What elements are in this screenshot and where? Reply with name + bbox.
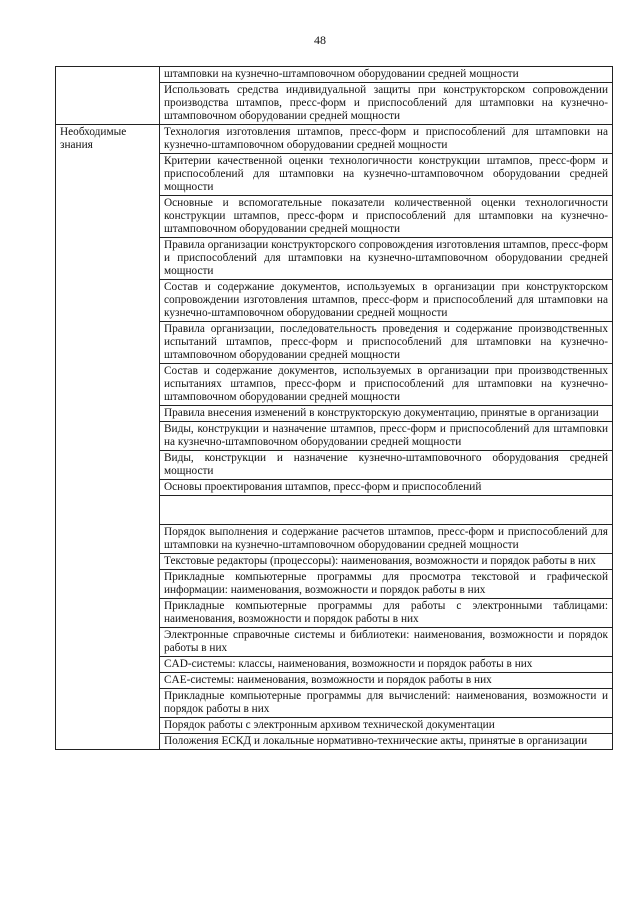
table-cell: Технология изготовления штампов, пресс-форм и приспособлений для штамповки на кузнечно-штамповочном оборудовании средней мощности (160, 125, 613, 154)
table-cell: Основы проектирования штампов, пресс-форм и приспособлений (160, 480, 613, 496)
table-cell: Порядок работы с электронным архивом технической документации (160, 718, 613, 734)
table-cell: Прикладные компьютерные программы для вычислений: наименования, возможности и порядок работы в них (160, 689, 613, 718)
table-cell: Прикладные компьютерные программы для просмотра текстовой и графической информации: наименования, возможности и порядок работы в них (160, 570, 613, 599)
table-row (56, 67, 613, 83)
table-cell: Текстовые редакторы (процессоры): наименования, возможности и порядок работы в них (160, 554, 613, 570)
table-cell: Правила организации конструкторского сопровождения изготовления штампов, пресс-форм и приспособлений для штамповки на кузнечно-штамповочном оборудовании средней мощности (160, 238, 613, 280)
table-row (56, 125, 613, 154)
table-cell: CAE-системы: наименования, возможности и порядок работы в них (160, 673, 613, 689)
table-cell: Порядок выполнения и содержание расчетов штампов, пресс-форм и приспособлений для штамповки на кузнечно-штамповочном оборудовании средней мощности (160, 525, 613, 554)
table-cell: Виды, конструкции и назначение штампов, пресс-форм и приспособлений для штамповки на кузнечно-штамповочном оборудовании средней мощности (160, 422, 613, 451)
knowledge-table (55, 66, 613, 750)
table-cell: Критерии качественной оценки технологичности конструкции штампов, пресс-форм и приспособлений для штамповки на кузнечно-штамповочном оборудовании средней мощности (160, 154, 613, 196)
table-cell: Виды, конструкции и назначение кузнечно-штамповочного оборудования средней мощности (160, 451, 613, 480)
page-number: 48 (314, 33, 326, 47)
table-cell: Прикладные компьютерные программы для работы с электронными таблицами: наименования, возможности и порядок работы в них (160, 599, 613, 628)
empty-cell (160, 496, 613, 525)
knowledge-label: Необходимые знания (56, 125, 160, 750)
table-cell: штамповки на кузнечно-штамповочном оборудовании средней мощности (160, 67, 613, 83)
table-cell: Электронные справочные системы и библиотеки: наименования, возможности и порядок работы в них (160, 628, 613, 657)
table-cell: CAD-системы: классы, наименования, возможности и порядок работы в них (160, 657, 613, 673)
table-cell: Правила организации, последовательность проведения и содержание производственных испытаний штампов, пресс-форм и приспособлений для штамповки на кузнечно-штамповочном оборудовании средней мощности (160, 322, 613, 364)
table-cell: Основные и вспомогательные показатели количественной оценки технологичности конструкции штампов, пресс-форм и приспособлений для штамповки на кузнечно-штамповочном оборудовании средней мощности (160, 196, 613, 238)
table-cell: Правила внесения изменений в конструкторскую документацию, принятые в организации (160, 406, 613, 422)
table-cell: Состав и содержание документов, используемых в организации при производственных испытаниях штампов, пресс-форм и приспособлений для штамповки на кузнечно-штамповочном оборудовании средней мощности (160, 364, 613, 406)
table-cell: Использовать средства индивидуальной защиты при конструкторском сопровождении производства штампов, пресс-форм и приспособлений для штамповки на кузнечно-штамповочном оборудовании средней мощности (160, 83, 613, 125)
table-cell: Положения ЕСКД и локальные нормативно-технические акты, принятые в организации (160, 734, 613, 750)
empty-label-cell (56, 67, 160, 125)
table-cell: Состав и содержание документов, используемых в организации при конструкторском сопровождении изготовления штампов, пресс-форм и приспособлений для штамповки на кузнечно-штамповочном оборудовании средней мощности (160, 280, 613, 322)
